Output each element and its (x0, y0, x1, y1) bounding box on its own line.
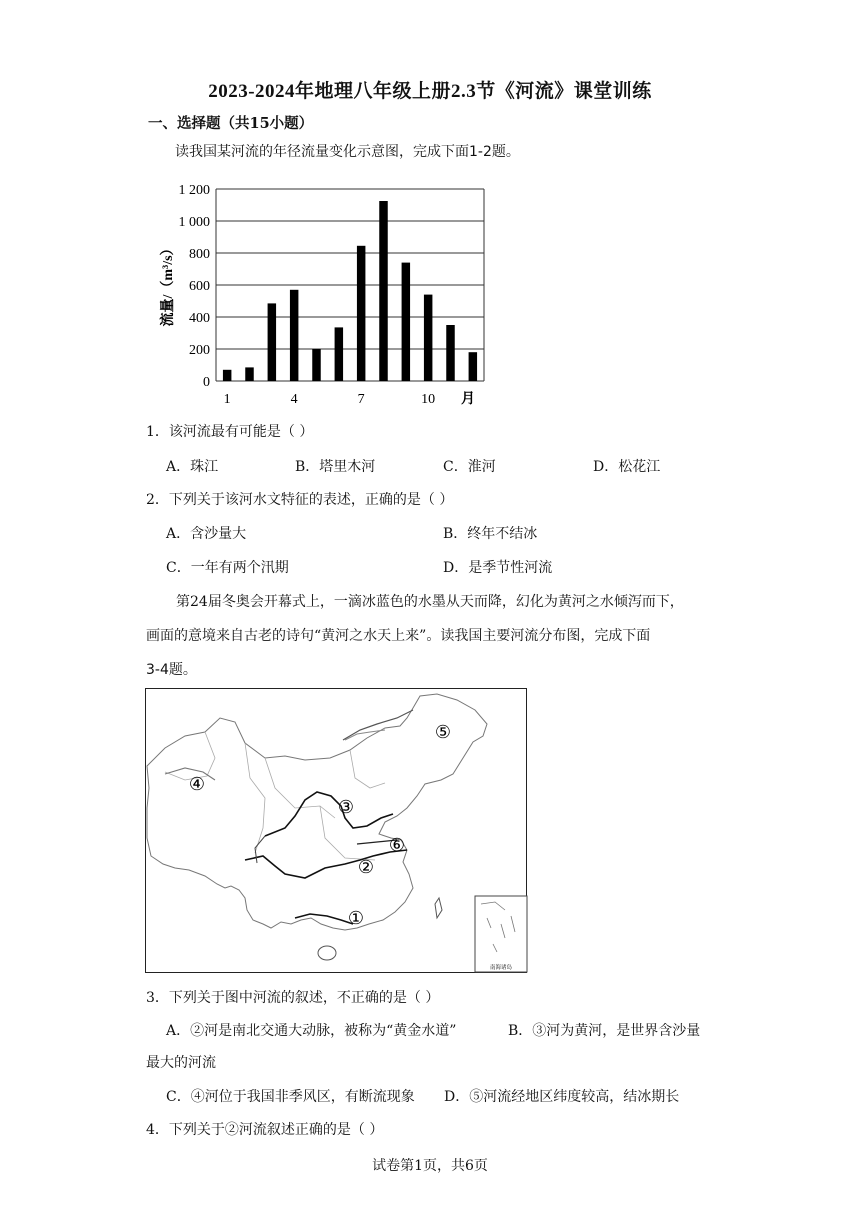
y-tick-label: 1 000 (178, 215, 210, 230)
y-tick-label: 600 (189, 279, 210, 294)
intro-q3-4-line3: 3-4题。 (146, 662, 197, 678)
bar-month-1 (223, 370, 231, 381)
bar-month-5 (312, 349, 320, 381)
q3-option-c[interactable]: C．④河位于我国非季风区，有断流现象 (166, 1089, 415, 1105)
y-tick-label: 800 (189, 247, 210, 262)
q2-option-a[interactable]: A．含沙量大 (166, 526, 247, 542)
south-china-sea-inset (475, 896, 527, 972)
chart-grid (216, 189, 484, 381)
q1-option-b[interactable]: B．塔里木河 (295, 459, 376, 475)
question-3-stem: 3．下列关于图中河流的叙述，不正确的是（ ） (146, 990, 440, 1006)
map-label-5: ⑤ (434, 722, 452, 742)
bar-month-12 (469, 352, 477, 381)
section-heading: 一、选择题（共15小题） (148, 115, 314, 132)
x-tick-label: 10 (421, 392, 436, 407)
question-2-stem: 2．下列关于该河水文特征的表述，正确的是（ ） (146, 492, 454, 508)
bar-month-9 (402, 263, 410, 381)
page-title: 2023-2024年地理八年级上册2.3节《河流》课堂训练 (208, 81, 652, 102)
bar-month-8 (379, 201, 387, 381)
bar-month-11 (446, 325, 454, 381)
inset-caption: 南海诸岛 (489, 965, 513, 971)
chart-bars (223, 201, 477, 381)
intro-q1-2: 读我国某河流的年径流量变化示意图，完成下面1-2题。 (175, 144, 520, 160)
question-4-stem: 4．下列关于②河流叙述正确的是（ ） (146, 1122, 384, 1138)
x-tick-label: 1 (223, 392, 231, 407)
y-tick-label: 400 (189, 311, 210, 326)
map-label-1: ① (347, 908, 365, 928)
x-tick-label: 4 (290, 392, 298, 407)
q1-option-a[interactable]: A．珠江 (166, 459, 219, 475)
chart-x-ticks (224, 392, 436, 407)
q2-option-b[interactable]: B．终年不结冰 (443, 526, 538, 542)
y-tick-label: 1 200 (178, 183, 210, 198)
y-axis-label: 流量/（m³/s） (161, 241, 176, 327)
runoff-bar-chart (150, 172, 490, 412)
x-tick-label: 7 (357, 392, 365, 407)
bar-month-3 (268, 303, 276, 381)
chart-y-ticks (179, 183, 211, 390)
page-footer: 试卷第1页，共6页 (372, 1158, 488, 1174)
map-label-6: ⑥ (388, 835, 406, 855)
bar-month-7 (357, 246, 365, 381)
x-axis-unit: 月 (461, 392, 475, 407)
q1-option-d[interactable]: D．松花江 (593, 459, 661, 475)
q3-option-b-continued: 最大的河流 (146, 1055, 216, 1071)
q2-option-c[interactable]: C．一年有两个汛期 (166, 560, 289, 576)
map-label-3: ③ (337, 797, 355, 817)
bar-month-4 (290, 290, 298, 381)
q3-option-d[interactable]: D．⑤河流经地区纬度较高，结冰期长 (444, 1089, 680, 1105)
bar-month-2 (245, 367, 253, 381)
china-rivers-map (145, 688, 528, 974)
q3-option-b[interactable]: B．③河为黄河，是世界含沙量 (508, 1023, 701, 1039)
map-label-4: ④ (188, 774, 206, 794)
q2-option-d[interactable]: D．是季节性河流 (443, 560, 553, 576)
y-tick-label: 0 (203, 375, 210, 390)
map-label-2: ② (357, 857, 375, 877)
question-1-stem: 1．该河流最有可能是（ ） (146, 424, 314, 440)
intro-q3-4-line2: 画面的意境来自古老的诗句“黄河之水天上来”。读我国主要河流分布图，完成下面 (146, 628, 651, 644)
bar-month-6 (335, 327, 343, 381)
bar-month-10 (424, 295, 432, 381)
intro-q3-4-line1: 第24届冬奥会开幕式上，一滴冰蓝色的水墨从天而降，幻化为黄河之水倾泻而下， (176, 594, 684, 610)
y-tick-label: 200 (189, 343, 210, 358)
q3-option-a[interactable]: A．②河是南北交通大动脉，被称为“黄金水道” (166, 1023, 457, 1039)
q1-option-c[interactable]: C．淮河 (443, 459, 496, 475)
